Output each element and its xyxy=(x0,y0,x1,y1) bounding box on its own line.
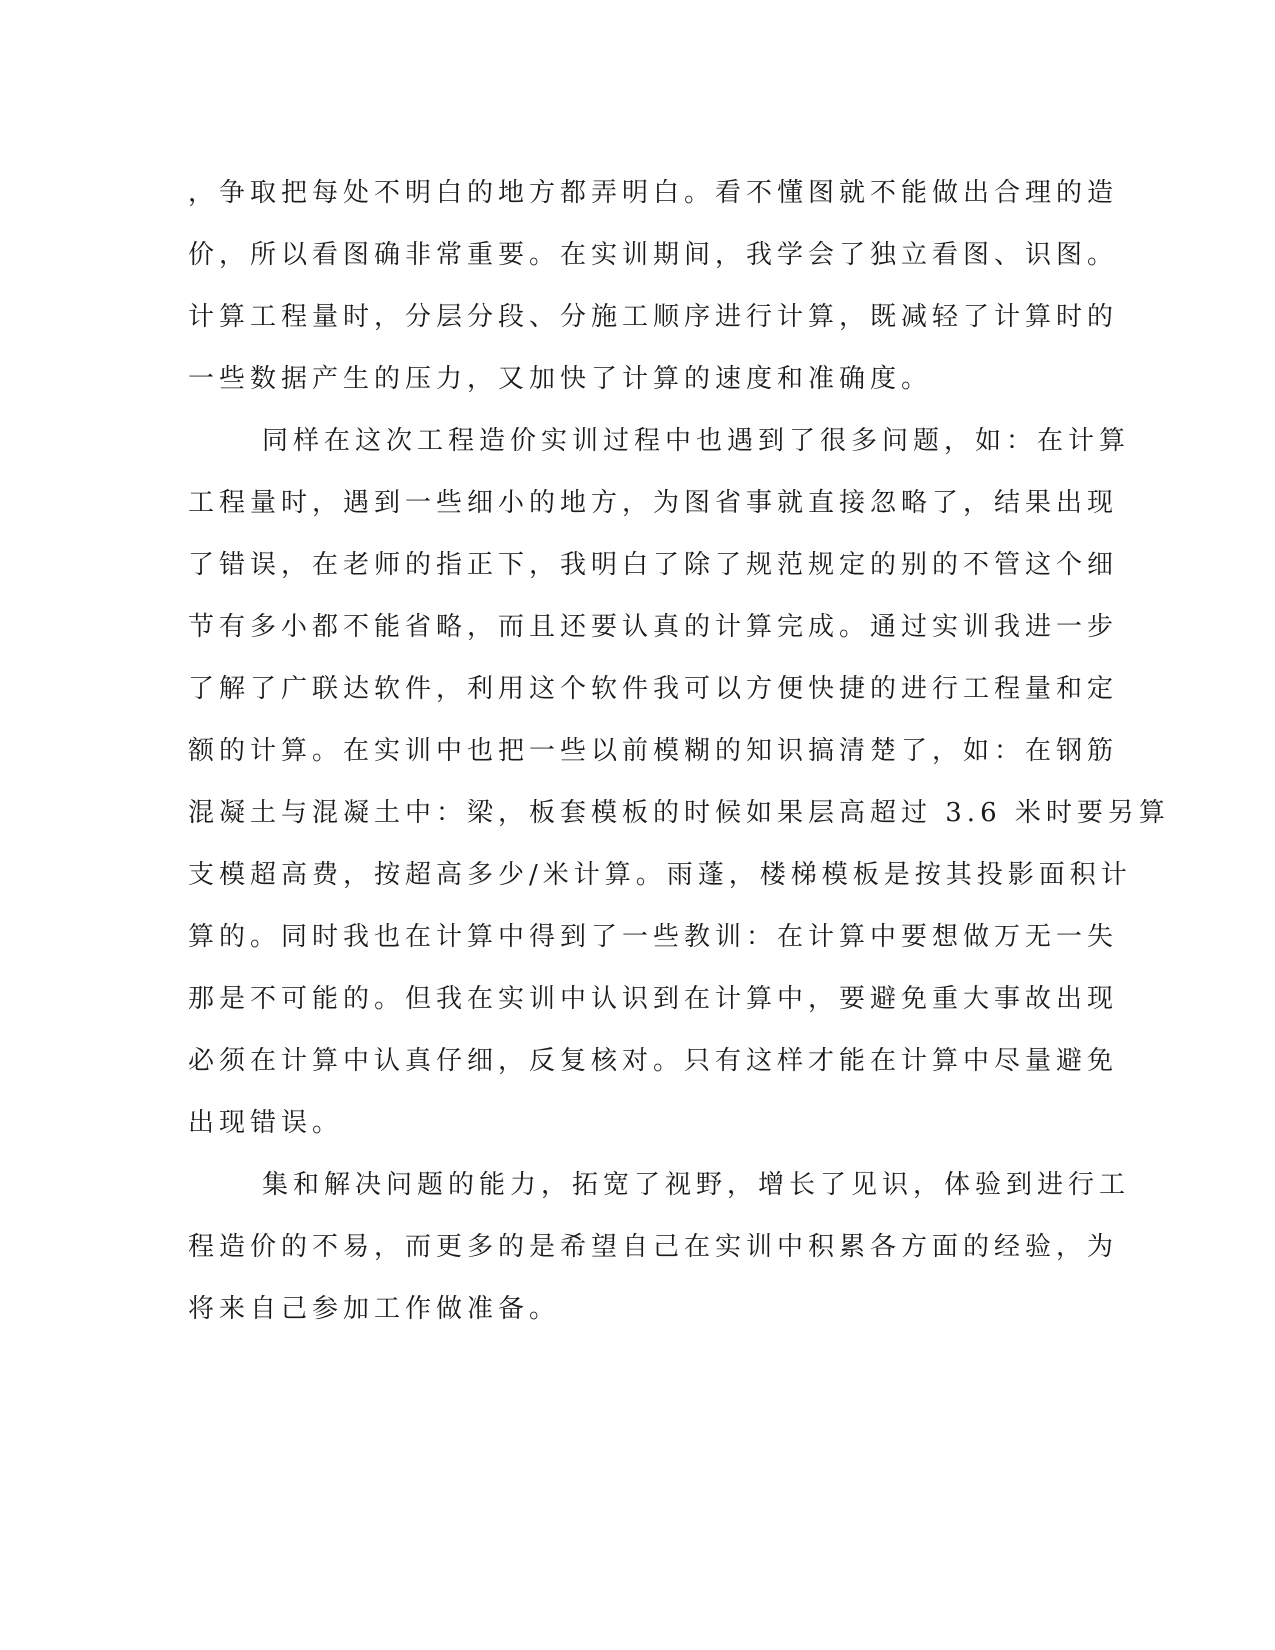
text-line: 工程量时，遇到一些细小的地方，为图省事就直接忽略了，结果出现 xyxy=(188,488,1119,518)
text-line: ，争取把每处不明白的地方都弄明白。看不懂图就不能做出合理的造 xyxy=(188,178,1119,208)
text-line: 额的计算。在实训中也把一些以前模糊的知识搞清楚了，如：在钢筋 xyxy=(188,736,1119,766)
text-line: 了错误，在老师的指正下，我明白了除了规范规定的别的不管这个细 xyxy=(188,550,1119,580)
text-line: 价，所以看图确非常重要。在实训期间，我学会了独立看图、识图。 xyxy=(188,240,1119,270)
text-line: 集和解决问题的能力，拓宽了视野，增长了见识，体验到进行工 xyxy=(262,1170,1131,1200)
text-line: 支模超高费，按超高多少/米计算。雨蓬，楼梯模板是按其投影面积计 xyxy=(188,860,1132,890)
text-line: 将来自己参加工作做准备。 xyxy=(188,1294,561,1324)
paragraph-1 xyxy=(188,162,1119,410)
paragraph-3 xyxy=(188,1154,1131,1340)
text-line: 了解了广联达软件，利用这个软件我可以方便快捷的进行工程量和定 xyxy=(188,674,1119,704)
text-line: 那是不可能的。但我在实训中认识到在计算中，要避免重大事故出现 xyxy=(188,984,1119,1014)
text-line: 节有多小都不能省略，而且还要认真的计算完成。通过实训我进一步 xyxy=(188,612,1119,642)
text-line: 必须在计算中认真仔细，反复核对。只有这样才能在计算中尽量避免 xyxy=(188,1046,1119,1076)
document-body xyxy=(188,162,1170,1340)
text-line: 计算工程量时，分层分段、分施工顺序进行计算，既减轻了计算时的 xyxy=(188,302,1119,332)
text-line: 混凝土与混凝土中：梁，板套模板的时候如果层高超过 3.6 米时要另算 xyxy=(188,798,1170,828)
text-line: 程造价的不易，而更多的是希望自己在实训中积累各方面的经验，为 xyxy=(188,1232,1119,1262)
text-line: 同样在这次工程造价实训过程中也遇到了很多问题，如：在计算 xyxy=(262,426,1131,456)
text-line: 一些数据产生的压力，又加快了计算的速度和准确度。 xyxy=(188,364,933,394)
paragraph-2 xyxy=(188,410,1170,1154)
text-line: 出现错误。 xyxy=(188,1108,344,1138)
text-line: 算的。同时我也在计算中得到了一些教训：在计算中要想做万无一失 xyxy=(188,922,1119,952)
